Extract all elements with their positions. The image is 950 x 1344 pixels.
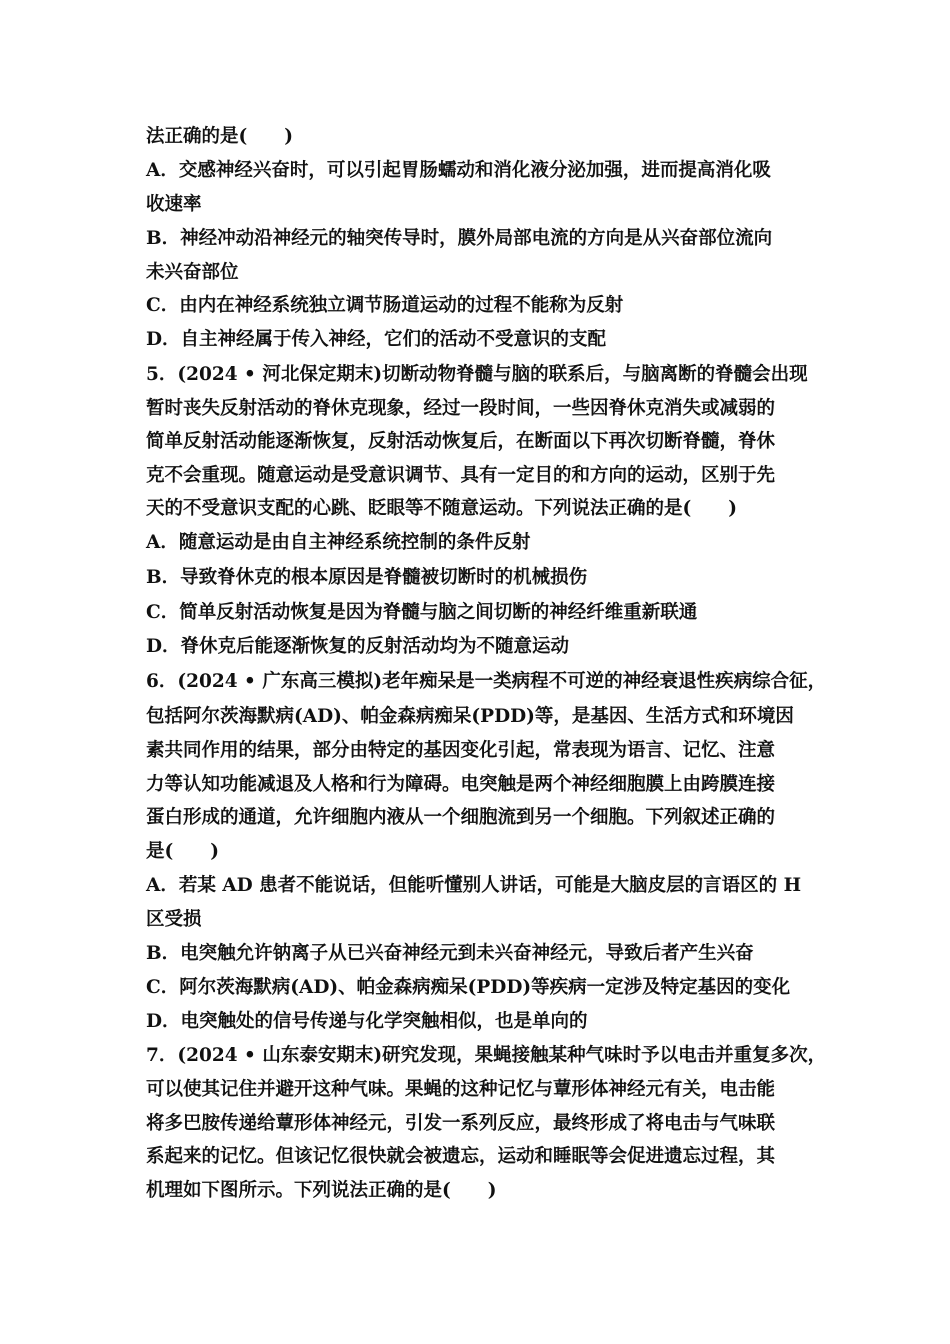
option-d: D．脊休克后能逐渐恢复的反射活动均为不随意运动 — [146, 636, 570, 657]
question-7-stem: 7．(2024 • 山东泰安期末)研究发现，果蝇接触某种气味时予以电击并重复多次， — [146, 1045, 827, 1066]
text-line: 收速率 — [146, 194, 202, 215]
question-6-stem: 6．(2024 • 广东高三模拟)老年痴呆是一类病程不可逆的神经衰退性疾病综合征， — [146, 671, 827, 692]
text-line: 将多巴胺传递给蕈形体神经元，引发一系列反应，最终形成了将电击与气味联 — [146, 1113, 776, 1134]
option-c: C．简单反射活动恢复是因为脊髓与脑之间切断的神经纤维重新联通 — [146, 602, 698, 623]
text-line: 是( ) — [146, 841, 220, 862]
option-b: B．导致脊休克的根本原因是脊髓被切断时的机械损伤 — [146, 567, 588, 588]
text-line: 系起来的记忆。但该记忆很快就会被遗忘，运动和睡眠等会促进遗忘过程，其 — [146, 1146, 776, 1167]
text-line: 天的不受意识支配的心跳、眨眼等不随意运动。下列说法正确的是( ) — [146, 498, 738, 519]
option-b: B．神经冲动沿神经元的轴突传导时，膜外局部电流的方向是从兴奋部位流向 — [146, 228, 773, 249]
text-line: 未兴奋部位 — [146, 262, 239, 283]
option-d: D．自主神经属于传入神经，它们的活动不受意识的支配 — [146, 329, 607, 350]
question-5-stem: 5．(2024 • 河北保定期末)切断动物脊髓与脑的联系后，与脑离断的脊髓会出现 — [146, 364, 808, 385]
text-line: 暂时丧失反射活动的脊休克现象，经过一段时间，一些因脊休克消失或减弱的 — [146, 398, 776, 419]
text-line: 区受损 — [146, 909, 202, 930]
text-line: 简单反射活动能逐渐恢复，反射活动恢复后，在断面以下再次切断脊髓，脊休 — [146, 431, 776, 452]
text-line: 克不会重现。随意运动是受意识调节、具有一定目的和方向的运动，区别于先 — [146, 465, 776, 486]
option-a: A．随意运动是由自主神经系统控制的条件反射 — [146, 532, 531, 553]
text-line: 素共同作用的结果，部分由特定的基因变化引起，常表现为语言、记忆、注意 — [146, 740, 776, 761]
option-c: C．阿尔茨海默病(AD)、帕金森病痴呆(PDD)等疾病一定涉及特定基因的变化 — [146, 977, 791, 998]
text-line: 机理如下图所示。下列说法正确的是( ) — [146, 1180, 497, 1201]
text-line: 力等认知功能减退及人格和行为障碍。电突触是两个神经细胞膜上由跨膜连接 — [146, 774, 776, 795]
option-a: A．交感神经兴奋时，可以引起胃肠蠕动和消化液分泌加强，进而提高消化吸 — [146, 160, 771, 181]
option-b: B．电突触允许钠离子从已兴奋神经元到未兴奋神经元，导致后者产生兴奋 — [146, 943, 754, 964]
text-line: 包括阿尔茨海默病(AD)、帕金森病痴呆(PDD)等，是基因、生活方式和环境因 — [146, 706, 794, 727]
text-line: 蛋白形成的通道，允许细胞内液从一个细胞流到另一个细胞。下列叙述正确的 — [146, 807, 776, 828]
option-a: A．若某 AD 患者不能说话，但能听懂别人讲话，可能是大脑皮层的言语区的 H — [146, 875, 802, 896]
option-d: D．电突触处的信号传递与化学突触相似，也是单向的 — [146, 1011, 588, 1032]
text-line: 可以使其记住并避开这种气味。果蝇的这种记忆与蕈形体神经元有关，电击能 — [146, 1079, 776, 1100]
text-line: 法正确的是( ) — [146, 126, 294, 147]
option-c: C．由内在神经系统独立调节肠道运动的过程不能称为反射 — [146, 295, 624, 316]
